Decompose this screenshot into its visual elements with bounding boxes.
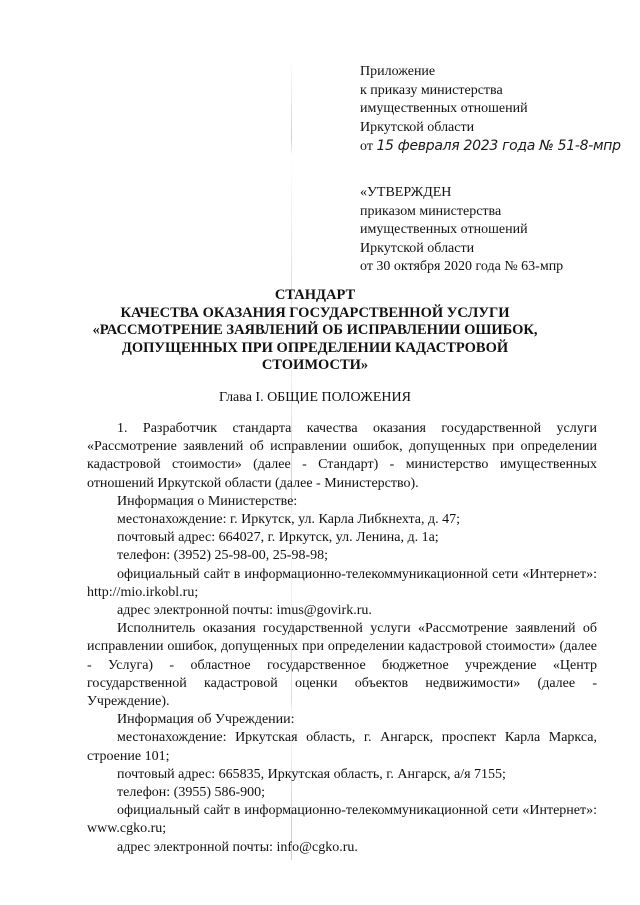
approved-block	[360, 184, 563, 277]
approved-line-4: Иркутской области	[360, 240, 475, 256]
title-line-2: КАЧЕСТВА ОКАЗАНИЯ ГОСУДАРСТВЕННОЙ УСЛУГИ	[120, 304, 510, 321]
appendix-line-2: к приказу министерства	[360, 82, 503, 98]
paragraph-institution-location: местонахождение: Иркутская область, г. Ангарск, проспект Карла Маркса, строение 101;	[87, 730, 597, 764]
paragraph-institution-phone: телефон: (3955) 586-900;	[117, 785, 266, 801]
approved-line-3: имущественных отношений	[360, 222, 528, 237]
appendix-date-line	[360, 137, 621, 157]
appendix-line-4: Иркутской области	[360, 119, 475, 135]
paragraph-developer: 1. Разработчик стандарта качества оказания государственной услуги «Рассмотрение заявлений об исправлении ошибок, допущенных при определении кадастровой стоимости» (далее - Стандарт) - министерство имущественных отношений Иркутской области (далее - Министерство).	[87, 421, 597, 491]
title-line-5: СТОИМОСТИ»	[261, 357, 369, 373]
title-line-4: ДОПУЩЕННЫХ ПРИ ОПРЕДЕЛЕНИИ КАДАСТРОВОЙ	[121, 339, 509, 356]
appendix-line-1: Приложение	[360, 64, 436, 79]
paragraph-executor: Исполнитель оказания государственной услуги «Рассмотрение заявлений об исправлении ошибок, допущенных при определении кадастровой стоимости» (далее - Услуга) - областное государственное бюджетное учреждение «Центр государственной кадастровой оценки объектов недвижимости» (далее - Учреждение).	[87, 621, 597, 710]
chapter-heading: Глава I. ОБЩИЕ ПОЛОЖЕНИЯ	[219, 390, 411, 405]
paragraph-ministry-website: официальный сайт в информационно-телекоммуникационной сети «Интернет»: http://mio.irkobl.ru;	[87, 566, 597, 600]
paragraph-institution-email: адрес электронной почты: info@cgko.ru.	[117, 839, 358, 855]
document-body	[87, 420, 597, 857]
paragraph-institution-postal: почтовый адрес: 665835, Иркутская область, г. Ангарск, а/я 7155;	[117, 766, 506, 782]
document-title	[80, 287, 550, 375]
approved-line-5: от 30 октября 2020 года № 63-мпр	[360, 259, 564, 274]
paragraph-ministry-info: Информация о Министерстве:	[117, 493, 298, 509]
paragraph-institution-website: официальный сайт в информационно-телекоммуникационной сети «Интернет»: www.cgko.ru;	[87, 803, 597, 837]
approved-line-1: «УТВЕРЖДЕН	[360, 185, 452, 200]
approved-line-2: приказом министерства	[360, 203, 502, 219]
appendix-line-3: имущественных отношений	[360, 101, 528, 116]
paragraph-ministry-postal: почтовый адрес: 664027, г. Иркутск, ул. Ленина, д. 1а;	[117, 530, 439, 546]
paragraph-institution-info: Информация об Учреждении:	[117, 712, 295, 728]
handwritten-date-number: 15 февраля 2023 года № 51-8-мпр	[376, 138, 621, 154]
appendix-block	[360, 63, 621, 157]
appendix-date-prefix: от	[360, 139, 373, 154]
title-line-1: СТАНДАРТ	[274, 287, 356, 303]
title-line-3: «РАССМОТРЕНИЕ ЗАЯВЛЕНИЙ ОБ ИСПРАВЛЕНИИ ОШИБОК,	[92, 322, 538, 338]
paragraph-ministry-phone: телефон: (3952) 25-98-00, 25-98-98;	[117, 548, 329, 564]
paragraph-ministry-email: адрес электронной почты: imus@govirk.ru.	[117, 603, 372, 619]
paragraph-ministry-location: местонахождение: г. Иркутск, ул. Карла Либкнехта, д. 47;	[117, 512, 461, 528]
